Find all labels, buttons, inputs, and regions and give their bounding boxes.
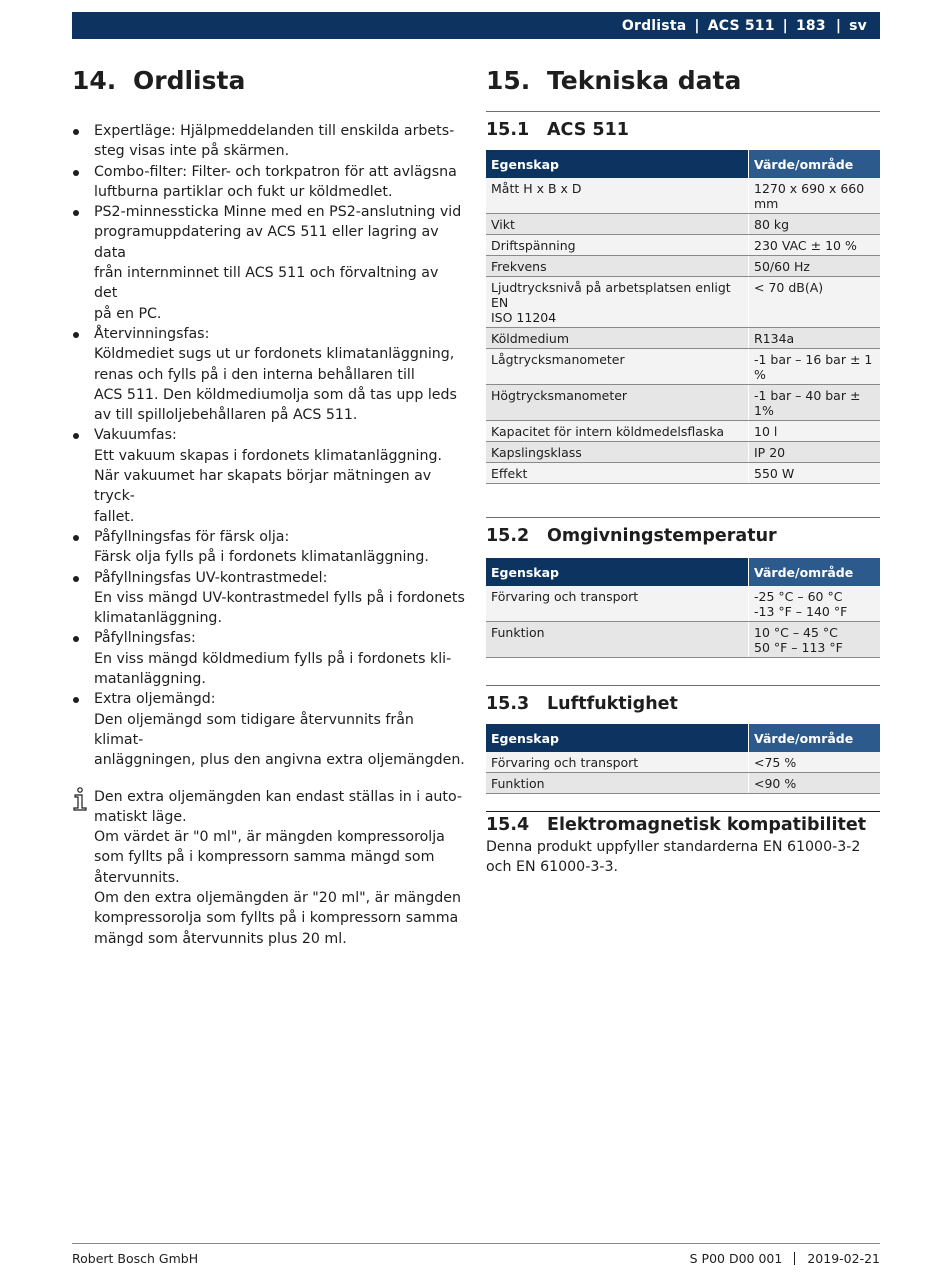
text-line: luftburna partiklar och fukt ur köldmedlet.	[94, 183, 393, 200]
value-text: 50 °F – 113 °F	[754, 640, 843, 655]
text-line: matiskt läge.	[94, 808, 187, 825]
table-row	[486, 773, 880, 794]
property-text: Frekvens	[491, 259, 547, 274]
col-header-value: Värde/område	[749, 558, 881, 586]
header-section: Ordlista	[621, 17, 687, 34]
glossary-item	[72, 628, 466, 689]
text-line: Om den extra oljemängden är "20 ml", är mängden	[94, 889, 461, 906]
text-line: Om värdet är "0 ml", är mängden kompressorolja	[94, 829, 445, 846]
value-cell	[749, 463, 881, 484]
text-line: kompressorolja som fyllts på i kompressorn samma	[94, 910, 459, 927]
col-header-property: Egenskap	[486, 724, 749, 752]
tech-data-column	[486, 62, 880, 878]
emc-body-text	[486, 837, 880, 878]
table-row	[486, 349, 880, 385]
chapter-title: Ordlista	[133, 66, 246, 95]
table-row	[486, 463, 880, 484]
property-text: Effekt	[491, 466, 528, 481]
section-number: 15.3	[486, 694, 530, 714]
property-text: Vikt	[491, 217, 515, 232]
text-line: Den oljemängd som tidigare återvunnits från klimat-	[94, 711, 414, 748]
text-line: Köldmediet sugs ut ur fordonets klimatanläggning,	[94, 346, 455, 363]
col-header-value: Värde/område	[749, 724, 881, 752]
table-row	[486, 277, 880, 328]
property-cell	[486, 463, 749, 484]
section-name: Elektromagnetisk kompatibilitet	[547, 815, 867, 835]
text-line: ACS 511. Den köldmediumolja som då tas upp leds	[94, 386, 457, 403]
property-text: Kapacitet för intern köldmedelsflaska	[491, 424, 725, 439]
value-cell	[749, 214, 881, 235]
property-text: Högtrycksmanometer	[491, 388, 628, 403]
table-row	[486, 752, 880, 773]
value-text: IP 20	[754, 445, 786, 460]
section-title	[486, 112, 880, 144]
property-cell	[486, 178, 749, 214]
value-cell	[749, 328, 881, 349]
value-text: <90 %	[754, 776, 797, 791]
glossary-item	[72, 162, 466, 203]
text-line: Vakuumfas:	[94, 427, 177, 444]
text-line: återvunnits.	[94, 869, 180, 886]
value-cell	[749, 586, 881, 622]
text-line: som fyllts på i kompressorn samma mängd som	[94, 849, 435, 866]
col-header-property: Egenskap	[486, 558, 749, 586]
section-humidity	[486, 685, 880, 794]
property-cell	[486, 385, 749, 421]
footer-separator	[794, 1252, 795, 1265]
glossary-item	[72, 568, 466, 629]
table-row	[486, 385, 880, 421]
text-line: Påfyllningsfas:	[94, 630, 196, 647]
property-cell	[486, 586, 749, 622]
chapter-number: 15.	[486, 66, 531, 95]
value-text: 10 °C – 45 °C	[754, 625, 838, 640]
footer-doc-info	[690, 1251, 880, 1266]
note-text	[94, 787, 466, 949]
value-cell	[749, 752, 881, 773]
col-header-property: Egenskap	[486, 150, 749, 178]
value-text: 10 l	[754, 424, 778, 439]
text-line: Den extra oljemängden kan endast ställas in i auto-	[94, 788, 463, 805]
text-line: av till spilloljebehållaren på ACS 511.	[94, 407, 358, 424]
section-title	[486, 686, 880, 718]
property-text: Funktion	[491, 776, 545, 791]
text-line: Expertläge: Hjälpmeddelanden till enskilda arbets-	[94, 123, 455, 139]
section-number: 15.1	[486, 120, 530, 140]
property-cell	[486, 773, 749, 794]
text-line: Combo-filter: Filter- och torkpatron för att avlägsna	[94, 163, 457, 180]
table-row	[486, 214, 880, 235]
glossary-list	[72, 121, 466, 771]
glossary-item	[72, 121, 466, 162]
value-text: < 70 dB(A)	[754, 280, 824, 295]
footer-doc-number: S P00 D00 001	[689, 1251, 783, 1266]
text-line: från internminnet till ACS 511 och förvaltning av det	[94, 265, 439, 302]
section-acs511	[486, 111, 880, 484]
spec-table-humidity	[486, 724, 880, 794]
glossary-item	[72, 689, 466, 770]
text-line: Påfyllningsfas UV-kontrastmedel:	[94, 569, 328, 586]
value-cell	[749, 277, 881, 328]
table-row	[486, 256, 880, 277]
property-cell	[486, 442, 749, 463]
text-line: Denna produkt uppfyller standarderna EN 61000-3-2	[486, 839, 861, 855]
value-text: 550 W	[754, 466, 795, 481]
property-cell	[486, 349, 749, 385]
property-text: Köldmedium	[491, 331, 570, 346]
property-cell	[486, 277, 749, 328]
text-line: och EN 61000-3-3.	[486, 859, 619, 876]
value-cell	[749, 773, 881, 794]
text-line: Färsk olja fylls på i fordonets klimatanläggning.	[94, 549, 429, 566]
value-text: 50/60 Hz	[754, 259, 810, 274]
text-line: programuppdatering av ACS 511 eller lagring av data	[94, 224, 439, 261]
section-name: Luftfuktighet	[547, 694, 678, 714]
property-cell	[486, 256, 749, 277]
text-line: Ett vakuum skapas i fordonets klimatanläggning.	[94, 447, 442, 464]
header-product: ACS 511	[707, 17, 775, 34]
text-line: Påfyllningsfas för färsk olja:	[94, 528, 290, 545]
value-text: 80 kg	[754, 217, 790, 232]
value-cell	[749, 622, 881, 658]
header-page-number: 183	[795, 17, 826, 34]
value-cell	[749, 178, 881, 214]
chapter-title: Tekniska data	[547, 66, 742, 95]
value-text: -1 bar – 40 bar ± 1%	[754, 388, 861, 418]
property-text: Lågtrycksmanometer	[491, 352, 625, 367]
table-row	[486, 328, 880, 349]
header-language: sv	[849, 17, 867, 34]
property-text: Mått H x B x D	[491, 181, 582, 196]
property-text: Ljudtrycksnivå på arbetsplatsen enligt EN	[491, 280, 731, 310]
text-line: En viss mängd köldmedium fylls på i fordonets kli-	[94, 650, 452, 667]
info-note	[72, 787, 466, 949]
spec-table-temperature	[486, 558, 880, 658]
glossary-heading	[72, 66, 466, 106]
text-line: på en PC.	[94, 305, 162, 322]
glossary-item	[72, 425, 466, 526]
tech-data-heading	[486, 66, 880, 106]
property-cell	[486, 622, 749, 658]
col-header-value: Värde/område	[749, 150, 881, 178]
table-row	[486, 586, 880, 622]
glossary-item	[72, 527, 466, 568]
section-emc	[486, 811, 880, 878]
table-row	[486, 178, 880, 214]
text-line: När vakuumet har skapats börjar mätningen av tryck-	[94, 468, 432, 505]
property-text: Driftspänning	[491, 238, 576, 253]
chapter-number: 14.	[72, 66, 117, 95]
property-text: Förvaring och transport	[491, 589, 639, 604]
section-name: ACS 511	[547, 120, 629, 140]
value-text: 1270 x 690 x 660 mm	[754, 181, 865, 211]
value-text: -1 bar – 16 bar ± 1 %	[754, 352, 873, 382]
text-line: renas och fylls på i den interna behållaren till	[94, 366, 415, 383]
text-line: steg visas inte på skärmen.	[94, 143, 290, 160]
section-title	[486, 518, 880, 550]
text-line: anläggningen, plus den angivna extra oljemängden.	[94, 752, 465, 769]
value-text: <75 %	[754, 755, 797, 770]
section-ambient-temperature	[486, 517, 880, 658]
text-line: matanläggning.	[94, 671, 206, 688]
value-text: 230 VAC ± 10 %	[754, 238, 857, 253]
footer-company: Robert Bosch GmbH	[72, 1251, 199, 1266]
glossary-item	[72, 324, 466, 425]
text-line: fallet.	[94, 508, 135, 525]
spec-table-acs511	[486, 150, 880, 484]
glossary-item	[72, 202, 466, 324]
table-row	[486, 421, 880, 442]
table-row	[486, 442, 880, 463]
text-line: PS2-minnessticka Minne med en PS2-anslutning vid	[94, 204, 462, 221]
property-cell	[486, 328, 749, 349]
text-line: klimatanläggning.	[94, 610, 222, 627]
section-title	[486, 812, 880, 837]
value-cell	[749, 442, 881, 463]
table-row	[486, 622, 880, 658]
property-cell	[486, 752, 749, 773]
glossary-column	[72, 62, 466, 949]
info-icon	[72, 787, 90, 813]
section-number: 15.4	[486, 815, 530, 835]
table-row	[486, 235, 880, 256]
value-cell	[749, 256, 881, 277]
value-cell	[749, 235, 881, 256]
text-line: En viss mängd UV-kontrastmedel fylls på i fordonets	[94, 589, 465, 606]
value-cell	[749, 385, 881, 421]
property-text: Funktion	[491, 625, 545, 640]
footer-date: 2019-02-21	[807, 1251, 880, 1266]
property-cell	[486, 421, 749, 442]
text-line: mängd som återvunnits plus 20 ml.	[94, 930, 347, 947]
property-text: Kapslingsklass	[491, 445, 582, 460]
section-number: 15.2	[486, 526, 530, 546]
value-text: -13 °F – 140 °F	[754, 604, 848, 619]
value-cell	[749, 349, 881, 385]
section-name: Omgivningstemperatur	[547, 526, 777, 546]
value-text: -25 °C – 60 °C	[754, 589, 843, 604]
property-text: Förvaring och transport	[491, 755, 639, 770]
text-line: Återvinningsfas:	[94, 325, 210, 342]
property-text: ISO 11204	[491, 310, 557, 325]
property-cell	[486, 214, 749, 235]
text-line: Extra oljemängd:	[94, 691, 216, 708]
value-cell	[749, 421, 881, 442]
footer-divider	[72, 1243, 880, 1244]
property-cell	[486, 235, 749, 256]
page-header-bar: Ordlista | ACS 511 | 183 | sv	[72, 12, 880, 39]
value-text: R134a	[754, 331, 795, 346]
